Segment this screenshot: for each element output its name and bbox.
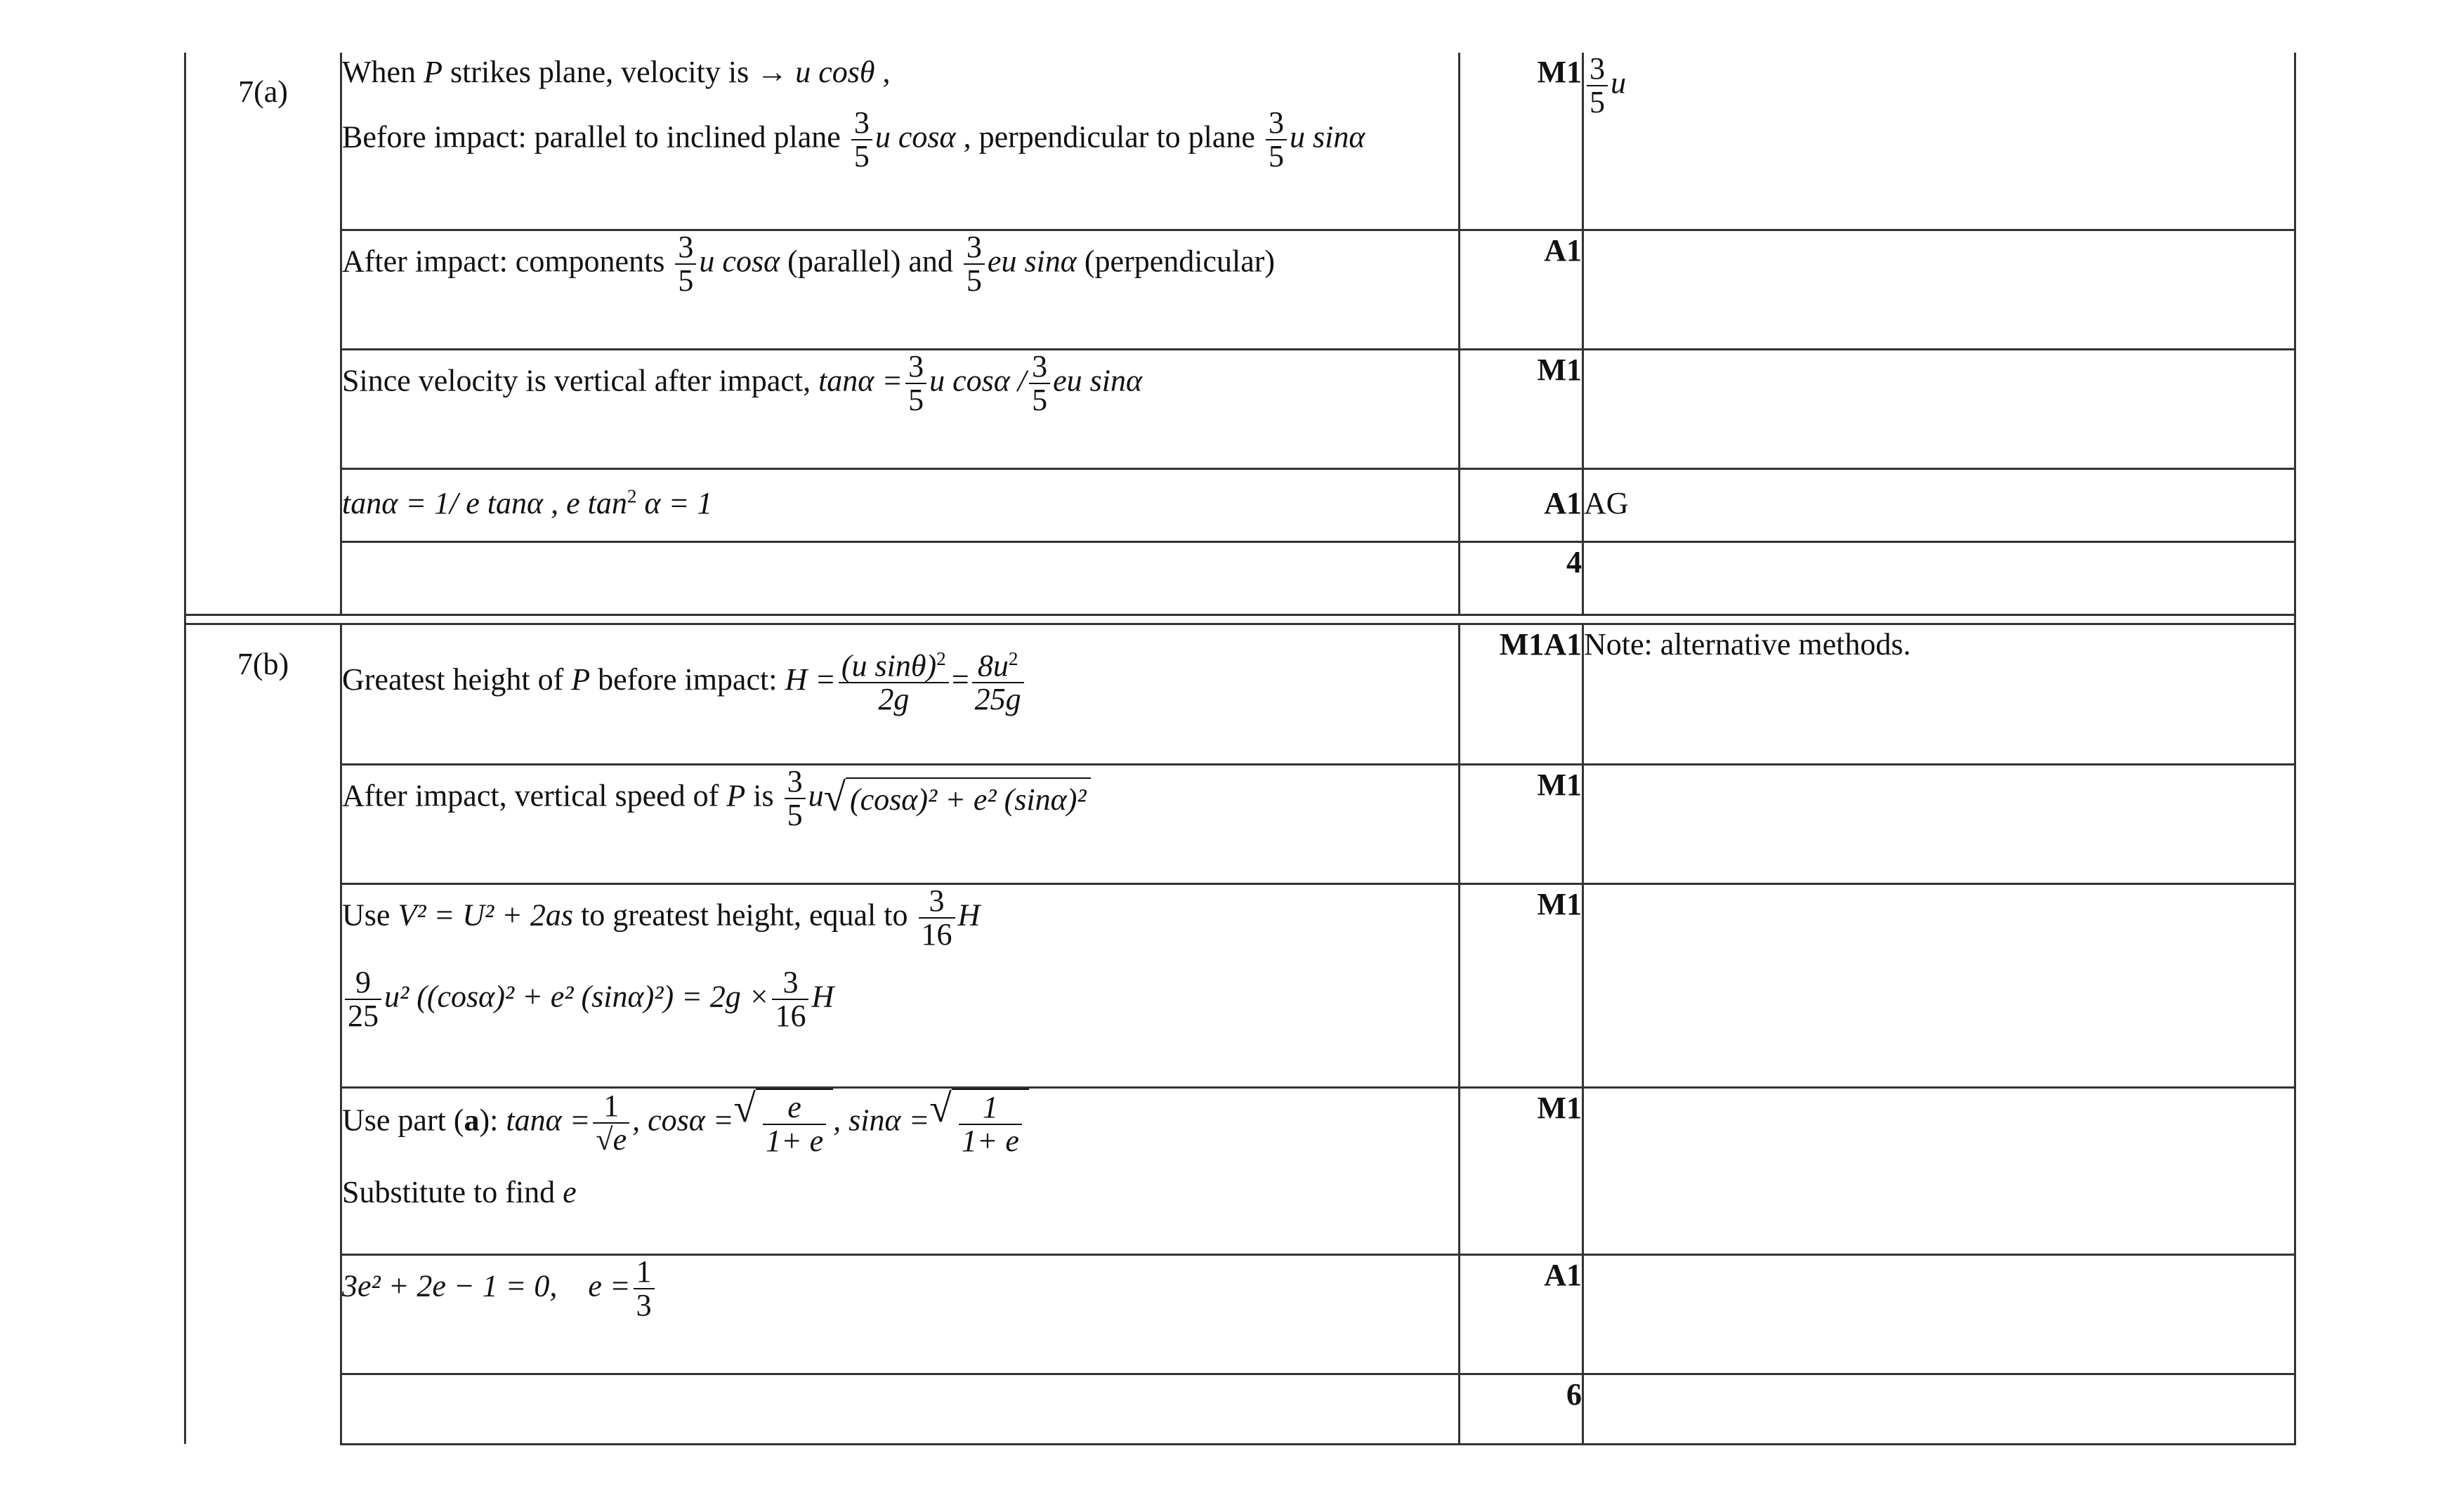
denominator-text: e <box>612 1122 627 1157</box>
q7b-row-5 <box>185 1254 2295 1374</box>
guidance-cell <box>1583 230 2295 349</box>
guidance-cell <box>1583 541 2295 615</box>
section-separator <box>185 615 2295 624</box>
q7a-row-1 <box>185 53 2295 230</box>
square-root <box>733 1086 834 1158</box>
mark-cell: M1 <box>1460 764 1583 883</box>
guidance-cell <box>1583 53 2295 230</box>
denominator: 5 <box>853 139 870 174</box>
numerator-text: 8u <box>977 648 1009 683</box>
fraction <box>634 1256 655 1322</box>
total-marks: 6 <box>1460 1374 1583 1444</box>
denominator: 5 <box>1032 382 1048 417</box>
numerator: 3 <box>964 231 985 265</box>
math-expression: u cosα <box>699 243 780 278</box>
fraction <box>1029 350 1050 416</box>
numerator: 3 <box>851 107 872 140</box>
guidance-cell <box>1583 1374 2295 1444</box>
variable-P: P <box>424 55 443 89</box>
denominator: 5 <box>678 263 694 298</box>
answer-cell <box>341 1254 1460 1374</box>
fraction <box>851 107 872 173</box>
guidance-cell <box>1583 764 2295 883</box>
numerator: 3 <box>1029 350 1050 384</box>
denominator <box>972 683 1024 716</box>
answer-text: Substitute to find <box>342 1174 563 1209</box>
answer-text: When <box>342 55 424 89</box>
math-expression: H = <box>785 662 836 697</box>
answer-text: , <box>874 55 891 89</box>
math-expression: u cosα / <box>929 362 1027 397</box>
mark-cell: M1A1 <box>1460 624 1583 764</box>
variable-u: u <box>808 777 824 813</box>
math-expression: tanα = 1/ e tanα , e tan <box>342 485 627 520</box>
part-reference: a <box>464 1102 480 1137</box>
variable-H: H <box>957 897 981 932</box>
answer-text: is <box>745 777 782 813</box>
variable-H: H <box>811 979 834 1014</box>
q7b-row-3 <box>185 883 2295 1087</box>
guidance-cell <box>1583 349 2295 468</box>
math-expression: → u cosθ <box>756 55 875 89</box>
math-expression: 3e² + 2e − 1 = 0, <box>342 1268 558 1303</box>
radicand <box>952 1089 1029 1157</box>
answer-cell: tanα = 1/ e tanα , e $\tan^2 \alpha = 1$ <box>341 468 1460 541</box>
question-label-7b: 7(b) <box>185 624 341 1444</box>
radical-sign: √ <box>823 775 846 820</box>
numerator: 3 <box>675 231 696 265</box>
guidance-cell: AG <box>1583 468 2295 541</box>
denominator: 1+ e <box>961 1123 1019 1158</box>
answer-cell <box>341 764 1460 883</box>
math-expression: α = 1 <box>636 485 713 520</box>
total-marks: 4 <box>1460 541 1583 615</box>
q7a-row-2 <box>185 230 2295 349</box>
denominator: 5 <box>1590 85 1605 120</box>
fraction <box>772 966 808 1032</box>
denominator: 16 <box>775 999 806 1034</box>
mark-cell: A1 <box>1460 230 1583 349</box>
denominator: 5 <box>787 797 803 832</box>
q7b-row-4 <box>185 1087 2295 1254</box>
variable-u: u <box>1611 65 1626 100</box>
denominator: 5 <box>908 382 924 417</box>
radical-sign: √ <box>929 1086 952 1131</box>
numerator: e <box>787 1089 801 1124</box>
separator-cell <box>185 615 2295 624</box>
answer-text: (parallel) and <box>780 243 961 278</box>
answer-cell <box>341 349 1460 468</box>
numerator: 3 <box>919 885 955 919</box>
variable-P: P <box>726 777 746 813</box>
fraction <box>675 231 696 297</box>
mark-cell: M1 <box>1460 1087 1583 1254</box>
radical-sign: √ <box>733 1086 756 1131</box>
fraction <box>964 231 985 297</box>
fraction <box>785 765 806 832</box>
radicand <box>846 777 1091 819</box>
math-expression: u² ((cosα)² + e² (sinα)²) = 2g × <box>384 979 770 1014</box>
q7b-row-2 <box>185 764 2295 883</box>
answer-cell <box>341 53 1460 230</box>
numerator: $8u^2$ <box>972 649 1024 684</box>
numerator: 1 <box>982 1089 998 1124</box>
q7a-row-4 <box>185 468 2295 541</box>
numerator: 1 <box>593 1090 629 1124</box>
radicand <box>756 1089 833 1157</box>
denominator: 5 <box>1268 139 1284 174</box>
fraction <box>345 966 381 1032</box>
denominator: 1+ e <box>765 1123 824 1158</box>
math-expression: V² = U² + 2as <box>398 897 573 932</box>
numerator: 9 <box>345 966 381 1000</box>
q7b-row-1 <box>185 624 2295 764</box>
fraction <box>839 649 949 716</box>
answer-cell <box>341 1087 1460 1254</box>
fraction <box>1587 53 1608 119</box>
math-expression: tanα = <box>506 1102 591 1137</box>
denominator <box>839 683 949 716</box>
markscheme-sheet <box>184 53 2294 1445</box>
answer-text: Greatest height of <box>342 662 572 697</box>
answer-cell <box>341 883 1460 1087</box>
mark-cell: A1 <box>1460 468 1583 541</box>
denominator: 5 <box>966 263 982 298</box>
math-expression: eu sinα <box>987 243 1077 278</box>
math-expression: u cosα <box>874 119 956 155</box>
fraction <box>972 649 1024 716</box>
denominator: √e <box>596 1122 627 1157</box>
mark-cell: M1 <box>1460 883 1583 1087</box>
fraction <box>593 1090 629 1156</box>
numerator: 3 <box>905 350 926 384</box>
math-expression: u sinα <box>1289 119 1365 155</box>
guidance-cell: Note: alternative methods. <box>1583 624 2295 764</box>
answer-cell <box>341 1374 1460 1444</box>
numerator: 1 <box>634 1256 655 1289</box>
denominator-text: 25g <box>974 682 1021 717</box>
answer-text: , perpendicular to plane <box>955 119 1263 155</box>
numerator-text: (u sinθ) <box>841 648 937 683</box>
answer-text: ): <box>479 1102 506 1137</box>
answer-text: before impact: <box>590 662 785 697</box>
math-expression: e = <box>588 1268 631 1303</box>
answer-text: After impact: components <box>342 243 673 278</box>
mark-cell: M1 <box>1460 349 1583 468</box>
math-expression: tanα = <box>818 362 903 397</box>
denominator-text: 2g <box>878 682 910 717</box>
numerator: 3 <box>772 966 808 1000</box>
answer-text: Use part ( <box>342 1102 464 1137</box>
answer-text: strikes plane, velocity is <box>442 55 757 89</box>
mark-cell: M1 <box>1460 53 1583 230</box>
denominator: 16 <box>921 916 952 952</box>
math-expression: , cosα = <box>632 1102 734 1137</box>
q7a-total-row <box>185 541 2295 615</box>
fraction <box>919 885 955 951</box>
fraction <box>763 1091 826 1157</box>
variable-P: P <box>571 662 591 697</box>
answer-text: to greatest height, equal to <box>572 897 916 932</box>
answer-text: Use <box>342 897 398 932</box>
numerator: 3 <box>1266 107 1287 140</box>
guidance-cell <box>1583 883 2295 1087</box>
guidance-cell <box>1583 1254 2295 1374</box>
markscheme-table <box>184 53 2296 1445</box>
denominator: 25 <box>348 999 379 1034</box>
answer-cell <box>341 624 1460 764</box>
math-expression: eu sinα <box>1053 362 1143 397</box>
math-expression: , sinα = <box>833 1102 930 1137</box>
equals-sign: = <box>951 662 969 697</box>
numerator: 3 <box>785 765 806 799</box>
numerator: (u sinθ)$^2$ <box>839 649 949 684</box>
answer-text: (perpendicular) <box>1076 243 1276 278</box>
fraction <box>959 1091 1022 1157</box>
fraction <box>905 350 926 416</box>
variable-e: e <box>563 1174 577 1209</box>
answer-text: Since velocity is vertical after impact, <box>342 362 819 397</box>
answer-cell <box>341 541 1460 615</box>
answer-cell <box>341 230 1460 349</box>
mark-cell: A1 <box>1460 1254 1583 1374</box>
square-root <box>824 777 1091 819</box>
answer-text: After impact, vertical speed of <box>342 777 727 813</box>
question-label-7a: 7(a) <box>185 53 341 615</box>
q7b-total-row <box>185 1374 2295 1444</box>
fraction <box>1266 107 1287 173</box>
numerator: 3 <box>1587 53 1608 86</box>
answer-text: Before impact: parallel to inclined plane <box>342 119 848 155</box>
guidance-cell <box>1583 1087 2295 1254</box>
denominator: 3 <box>636 1287 652 1322</box>
math-expression: (cosα)² + e² (sinα)² <box>849 782 1087 817</box>
q7a-row-3 <box>185 349 2295 468</box>
square-root <box>929 1086 1029 1158</box>
